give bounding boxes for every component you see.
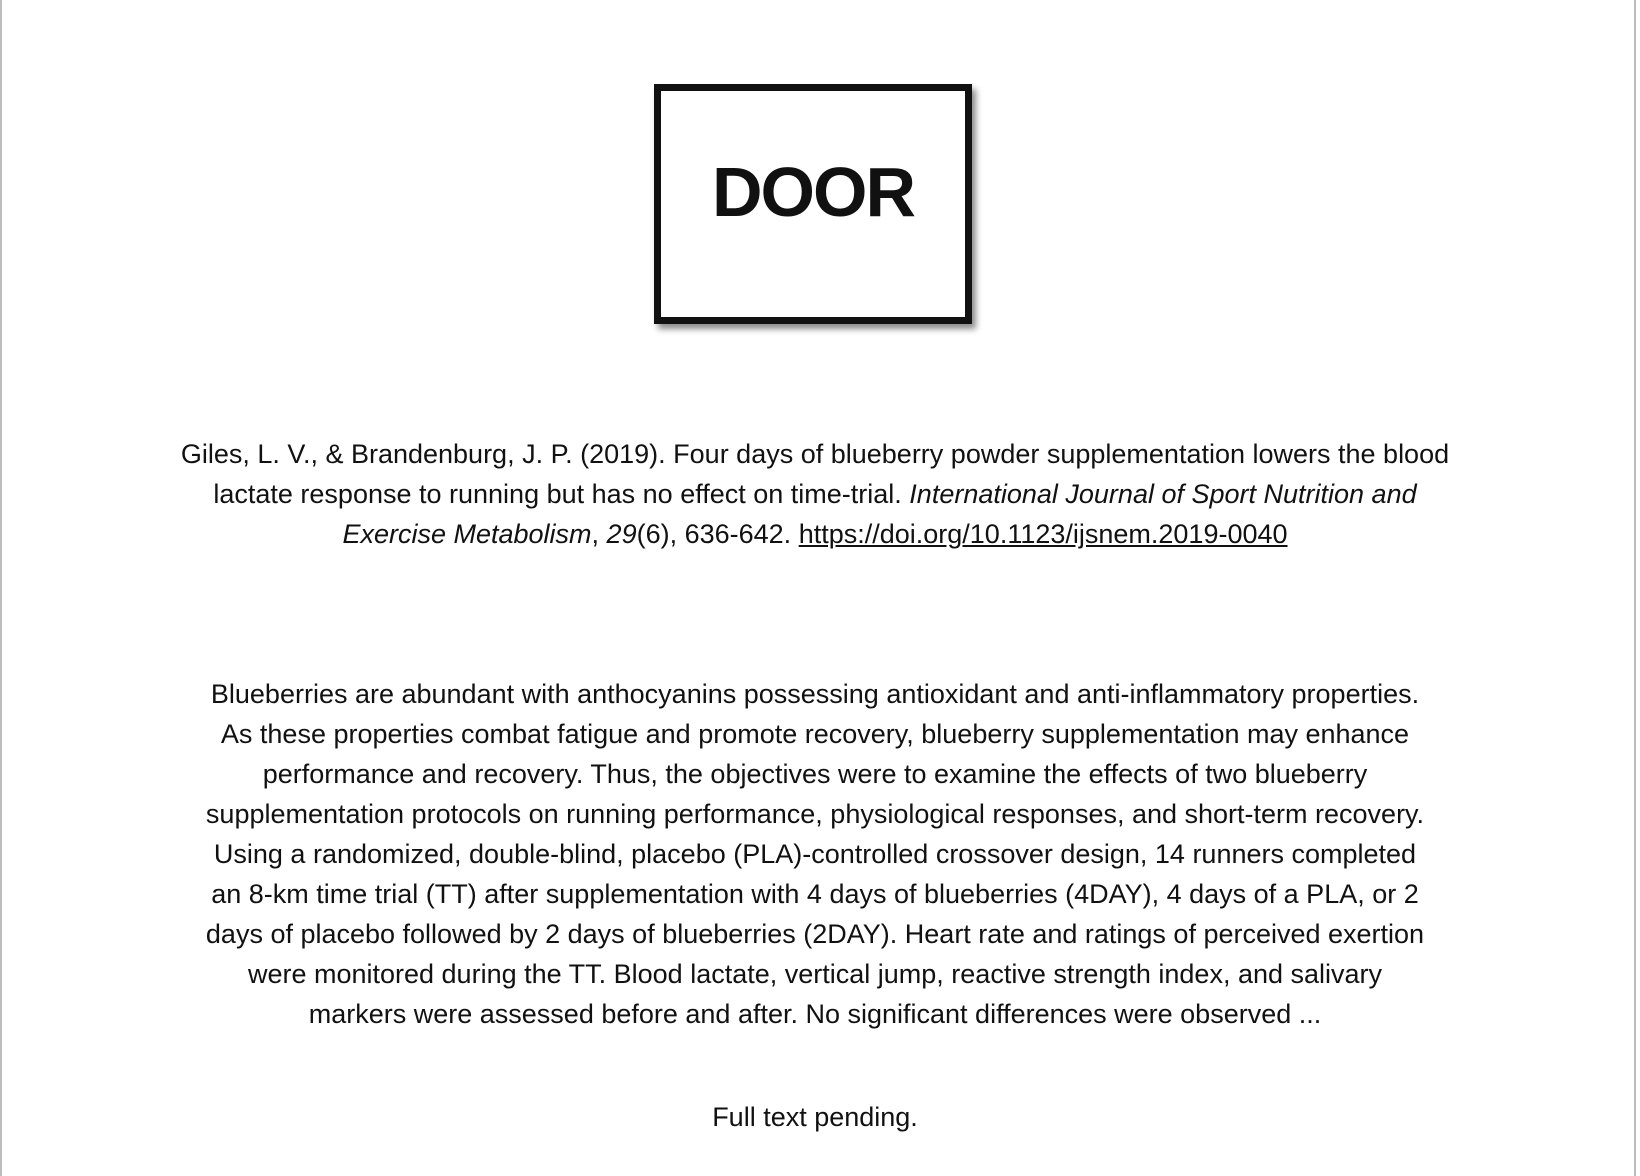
citation-journal: International Journal of Sport Nutrition and Exercise Metabolism	[342, 479, 1417, 549]
door-logo-text: DOOR	[712, 153, 914, 231]
citation-separator: ,	[591, 519, 607, 549]
door-logo	[654, 84, 972, 324]
citation	[180, 434, 1450, 554]
citation-issue-pages: (6), 636-642.	[636, 519, 799, 549]
full-text-status: Full text pending.	[712, 1102, 918, 1132]
citation-volume: 29	[606, 519, 637, 549]
citation-authors-title: Giles, L. V., & Brandenburg, J. P. (2019). Four days of blueberry powder supplementation lowers the blood lactate response to running but has no effect on time-trial.	[180, 439, 1450, 509]
abstract-text: Blueberries are abundant with anthocyanins possessing antioxidant and anti-inflammatory properties. As these properties combat fatigue and promote recovery, blueberry supplementation may enhance performance and recovery. Thus, the objectives were to examine the effects of two blueberry supplementation protocols on running performance, physiological responses, and short-term recovery. Using a randomized, double-blind, placebo (PLA)-controlled crossover design, 14 runners completed an 8-km time trial (TT) after supplementation with 4 days of blueberries (4DAY), 4 days of a PLA, or 2 days of placebo followed by 2 days of blueberries (2DAY). Heart rate and ratings of perceived exertion were monitored during the TT. Blood lactate, vertical jump, reactive strength index, and salivary markers were assessed before and after. No significant differences were observed ...	[205, 679, 1425, 1029]
doi-link[interactable]: https://doi.org/10.1123/ijsnem.2019-0040	[798, 519, 1288, 549]
